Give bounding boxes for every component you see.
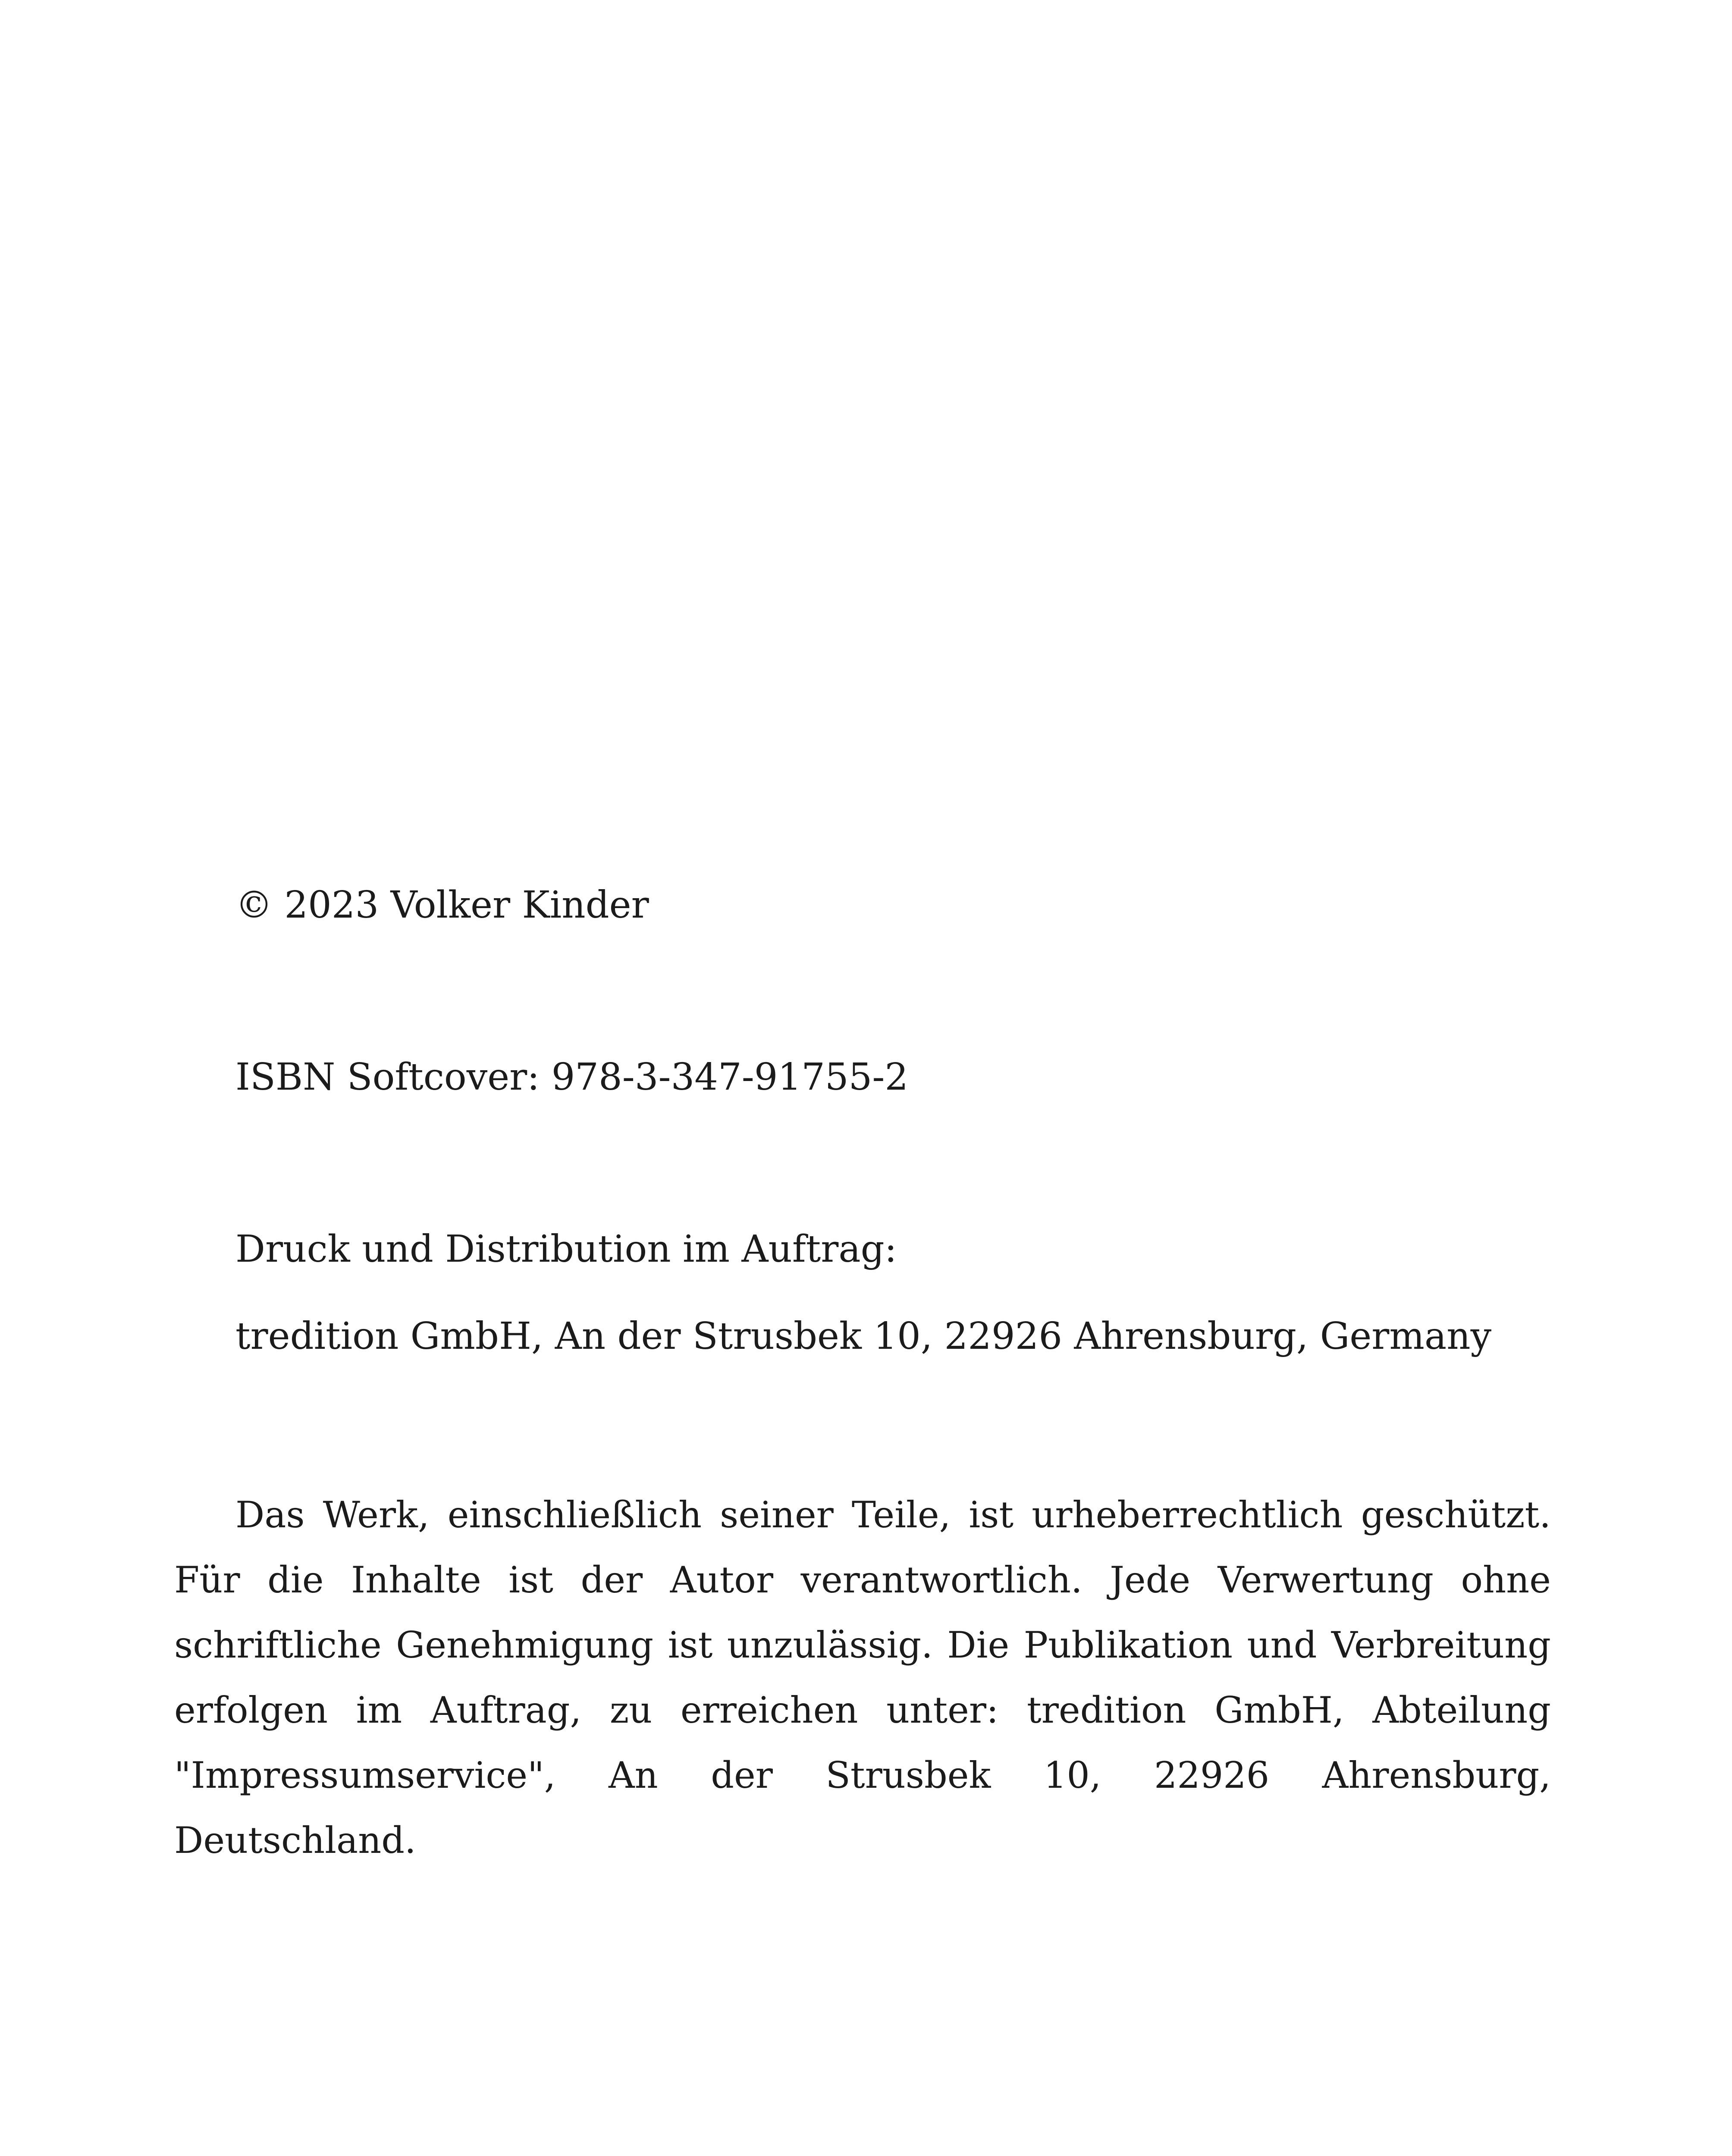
legal-notice-paragraph: Das Werk, einschließlich seiner Teile, ist urheberrechtlich geschützt. Für die Inhalte ist der Autor verantwortlich. Jede Verwertung ohne schriftliche Genehmigung ist unzulässig. Die Publikation und Verbreitung erfolgen im Auftrag, zu erreichen unter: tredition GmbH, Abteilung "Impressumservice", An der Strusbek 10, 22926 Ahrensburg, Deutschland. [174, 1494, 1551, 1861]
isbn-line: ISBN Softcover: 978-3-347-91755-2 [235, 1056, 909, 1099]
print-distribution-heading: Druck und Distribution im Auftrag: [235, 1228, 897, 1271]
copyright-line: © 2023 Volker Kinder [235, 884, 649, 927]
publisher-address: tredition GmbH, An der Strusbek 10, 22926 Ahrensburg, Germany [235, 1315, 1492, 1358]
